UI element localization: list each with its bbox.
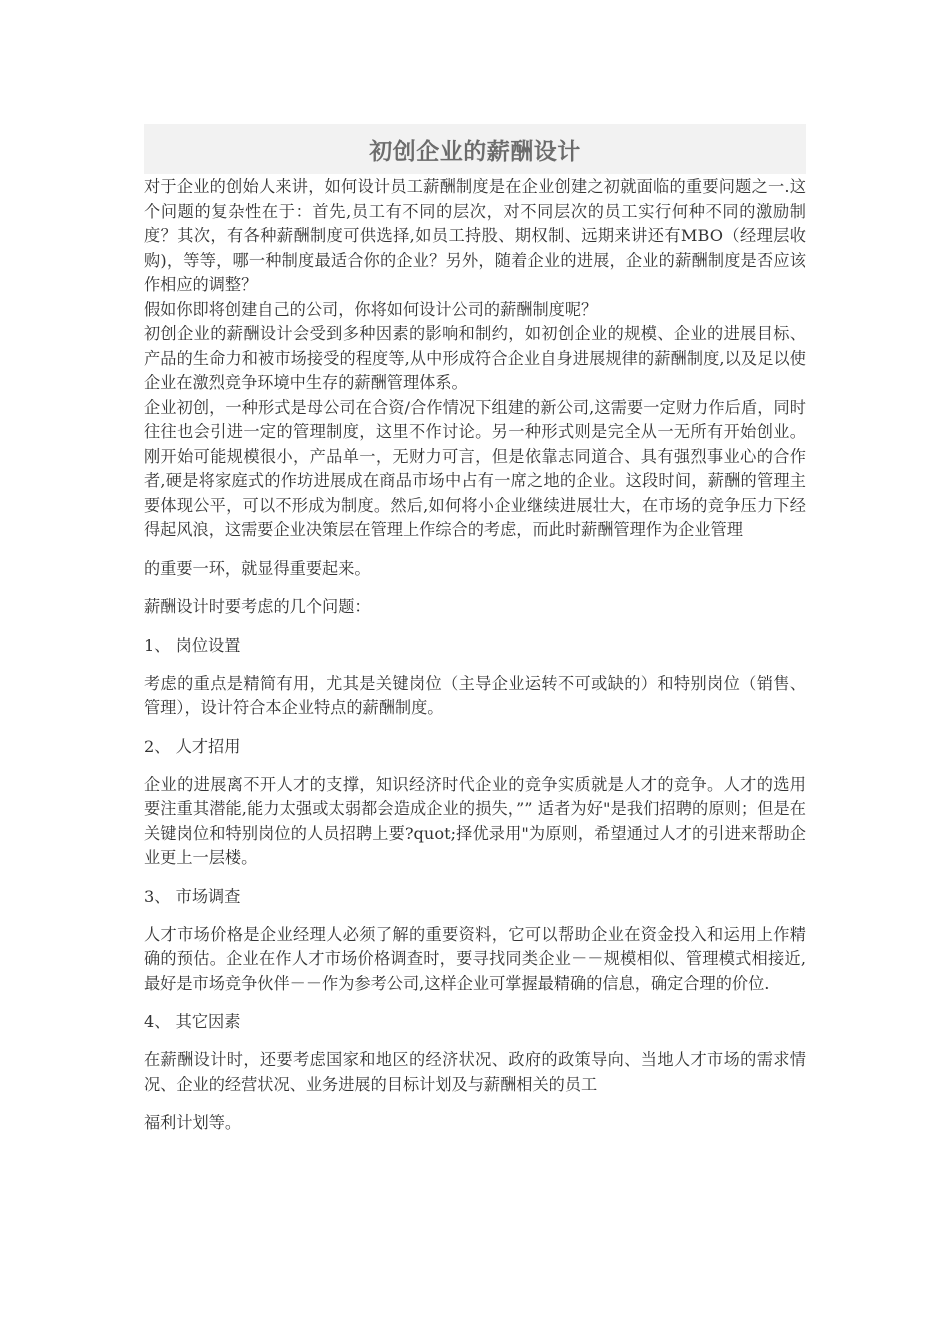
document-title: 初创企业的薪酬设计 xyxy=(369,138,581,165)
intro-paragraph: 初创企业的薪酬设计会受到多种因素的影响和制约，如初创企业的规模、企业的进展目标、产品的生命力和被市场接受的程度等,从中形成符合企业自身进展规律的薪酬制度,以及足以使企业在激烈竞争环境中生存的薪酬管理体系。 xyxy=(144,324,806,392)
intro-continuation: 的重要一环，就显得重要起来。 xyxy=(144,558,371,578)
section-body: 人才市场价格是企业经理人必须了解的重要资料，它可以帮助企业在资金投入和运用上作精确的预估。企业在作人才市场价格调查时，要寻找同类企业－－规模相似、管理模式相接近,最好是市场竞争伙伴－－作为参考公司,这样企业可掌握最精确的信息，确定合理的价位. xyxy=(144,924,806,993)
document-page xyxy=(144,124,806,1136)
section-body: 企业的进展离不开人才的支撑，知识经济时代企业的竞争实质就是人才的竞争。人才的选用要注重其潜能,能力太强或太弱都会造成企业的损失，”” 适者为好"是我们招聘的原则；但是在关键岗位和特别岗位的人员招聘上要?quot;择优录用"为原则，希望通过人才的引进来帮助企业更上一层楼。 xyxy=(144,774,806,867)
section-body: 在薪酬设计时，还要考虑国家和地区的经济状况、政府的政策导向、当地人才市场的需求情况、企业的经营状况、业务进展的目标计划及与薪酬相关的员工 xyxy=(144,1050,806,1094)
intro-paragraph: 对于企业的创始人来讲，如何设计员工薪酬制度是在企业创建之初就面临的重要问题之一.这个问题的复杂性在于：首先,员工有不同的层次，对不同层次的员工实行何种不同的激励制度？其次，有各种薪酬制度可供选择,如员工持股、期权制、远期来讲还有MBO（经理层收购)，等等，哪一种制度最适合你的企业？另外，随着企业的进展，企业的薪酬制度是否应该作相应的调整？ xyxy=(144,177,806,294)
intro-paragraph: 假如你即将创建自己的公司，你将如何设计公司的薪酬制度呢？ xyxy=(144,299,598,319)
closing-text: 福利计划等。 xyxy=(144,1113,242,1132)
section-intro: 薪酬设计时要考虑的几个问题： xyxy=(144,597,371,616)
section-heading: 1、 岗位设置 xyxy=(144,635,241,655)
section-body: 考虑的重点是精简有用，尤其是关键岗位（主导企业运转不可或缺的）和特别岗位（销售、管理），设计符合本企业特点的薪酬制度。 xyxy=(144,673,806,717)
title-bar xyxy=(144,124,806,174)
intro-paragraph: 企业初创，一种形式是母公司在合资/合作情况下组建的新公司,这需要一定财力作后盾，同时往往也会引进一定的管理制度，这里不作讨论。另一种形式则是完全从一无所有开始创业。刚开始可能规模很小，产品单一，无财力可言，但是依靠志同道合、具有强烈事业心的合作者,硬是将家庭式的作坊进展成在商品市场中占有一席之地的企业。这段时间，薪酬的管理主要体现公平，可以不形成为制度。然后,如何将小企业继续进展壮大，在市场的竞争压力下经得起风浪，这需要企业决策层在管理上作综合的考虑，而此时薪酬管理作为企业管理 xyxy=(144,397,806,539)
section-heading: 4、 其它因素 xyxy=(144,1012,241,1031)
section-heading: 3、 市场调查 xyxy=(144,886,241,906)
section-heading: 2、 人才招用 xyxy=(144,736,241,756)
